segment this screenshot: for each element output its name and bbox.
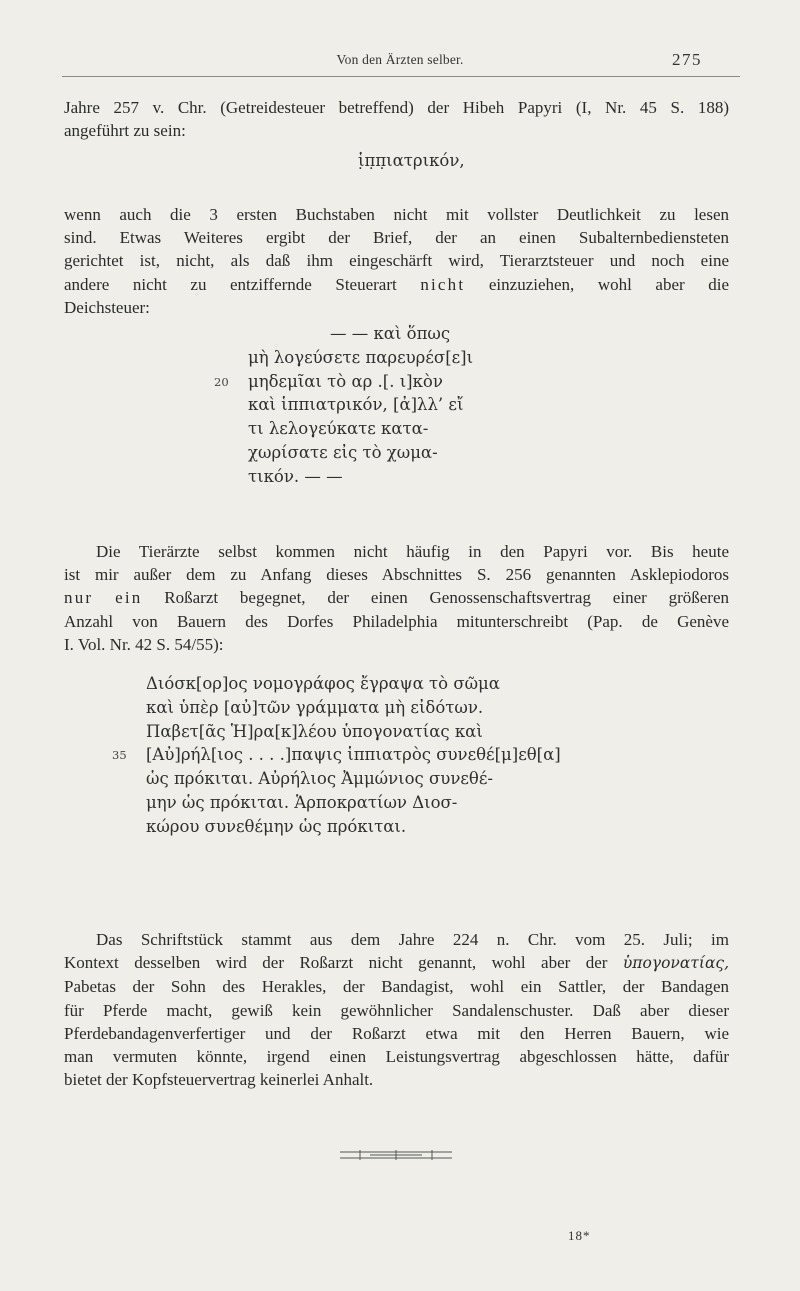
paragraph-line: Die Tierärzte selbst kommen nicht häufig in den Papyri vor. Bis heute	[96, 542, 729, 561]
paragraph-line: angeführt zu sein:	[64, 121, 186, 141]
paragraph-line: gerichtet ist, nicht, als daß ihm eingeschärft wird, Tierarztsteuer und noch eine	[64, 251, 729, 271]
page-number: 275	[672, 50, 702, 69]
paragraph-line: wenn auch die 3 ersten Buchstaben nicht mit vollster Deutlichkeit zu lesen	[64, 205, 729, 224]
running-head: Von den Ärzten selber.	[336, 52, 464, 67]
greek-line: ἱ̣π̣π̣ιατρικόν,	[358, 151, 465, 170]
greek-line: καὶ ὑπὲρ [αὐ]τῶν γράμματα μὴ εἰδότων.	[146, 697, 484, 717]
greek-line: τι λελογεύκατε κατα-	[248, 419, 429, 439]
paragraph-line: andere nicht zu entziffernde Steuerart nicht einzuziehen, wohl aber die	[64, 274, 730, 294]
section-end-ornament	[340, 1149, 452, 1161]
greek-line: χωρίσατε εἰς τὸ χωμα-	[248, 442, 438, 462]
paragraph-line: Anzahl von Bauern des Dorfes Philadelphia mitunterschreibt (Pap. de Genève	[64, 611, 729, 631]
paragraph-2	[64, 203, 729, 319]
greek-quote-2	[214, 322, 474, 489]
greek-line: ὡς πρόκιται. Αὐρήλιος Ἀμμώνιος συνεθέ-	[146, 769, 493, 789]
paragraph-1	[64, 96, 729, 142]
paragraph-line: Das Schriftstück stammt aus dem Jahre 224 n. Chr. vom 25. Juli; im	[96, 930, 729, 949]
paragraph-line: nur ein Roßarzt begegnet, der einen Genossenschaftsvertrag einer größeren	[64, 588, 730, 608]
paragraph-3	[64, 540, 729, 656]
paragraph-line: sind. Etwas Weiteres ergibt der Brief, der an einen Subalternbediensteten	[64, 228, 729, 248]
greek-quote-1	[358, 149, 465, 173]
line-number: 35	[112, 748, 127, 763]
paragraph-line: Pferdebandagenverfertiger und der Roßarzt etwa mit den Herren Bauern, wie	[64, 1023, 729, 1043]
printer-signature-mark: 18*	[568, 1228, 591, 1243]
greek-line: Διόσκ[ορ]ος νομογράφος ἔγραψα τὸ σῶμα	[146, 674, 500, 693]
greek-term: ὑπογονατίας,	[622, 954, 730, 973]
greek-quote-3	[112, 672, 561, 839]
greek-line: καὶ ἱππιατρικόν, [ἀ]λλ’ εἴ	[248, 395, 464, 415]
header-rule	[62, 76, 740, 77]
greek-line: — — καὶ ὅπως	[330, 324, 451, 343]
paragraph-4	[64, 928, 729, 1091]
greek-line: Παβετ[ᾶς Ἡ]ρα[κ]λέου ὑπογονατίας καὶ	[146, 721, 483, 741]
paragraph-line: Kontext desselben wird der Roßarzt nicht genannt, wohl aber der ὑπογονατίας,	[64, 953, 730, 973]
emphasis-spaced: nur	[64, 588, 94, 608]
paragraph-line: Jahre 257 v. Chr. (Getreidesteuer betreffend) der Hibeh Papyri (I, Nr. 45 S. 188)	[64, 98, 729, 117]
greek-line: 20 μηδεμῖαι τὸ αρ .[. ι]κὸν	[248, 370, 473, 394]
line-number: 20	[214, 374, 229, 389]
paragraph-line: Pabetas der Sohn des Herakles, der Bandagist, wohl ein Sattler, der Bandagen	[64, 977, 729, 997]
greek-line: 35 [Αὐ]ρήλ[ιος . . . .]παψις ἱππιατρὸς συνεθέ[μ]εθ[α]	[146, 743, 561, 767]
emphasis-spaced: nicht	[420, 274, 466, 294]
paragraph-line: für Pferde macht, gewiß kein gewöhnlicher Sandalenschuster. Daß aber dieser	[64, 1000, 729, 1020]
greek-line: μην ὡς πρόκιται. Ἁρποκρατίων Διοσ-	[146, 792, 458, 812]
greek-line: τικόν. — —	[248, 466, 343, 486]
paragraph-line: bietet der Kopfsteuervertrag keinerlei Anhalt.	[64, 1070, 374, 1090]
paragraph-line: I. Vol. Nr. 42 S. 54/55):	[64, 634, 224, 654]
greek-line: μὴ λογεύσετε παρευρέσ[ε]ι	[248, 347, 474, 367]
paragraph-line: man vermuten könnte, irgend einen Leistungsvertrag abgeschlossen hätte, dafür	[64, 1047, 729, 1067]
paragraph-line: Deichsteuer:	[64, 297, 150, 317]
emphasis-spaced: ein	[115, 588, 143, 608]
paragraph-line: ist mir außer dem zu Anfang dieses Abschnittes S. 256 genannten Asklepiodoros	[64, 565, 729, 585]
greek-line: κώρου συνεθέμην ὡς πρόκιται.	[146, 816, 407, 836]
